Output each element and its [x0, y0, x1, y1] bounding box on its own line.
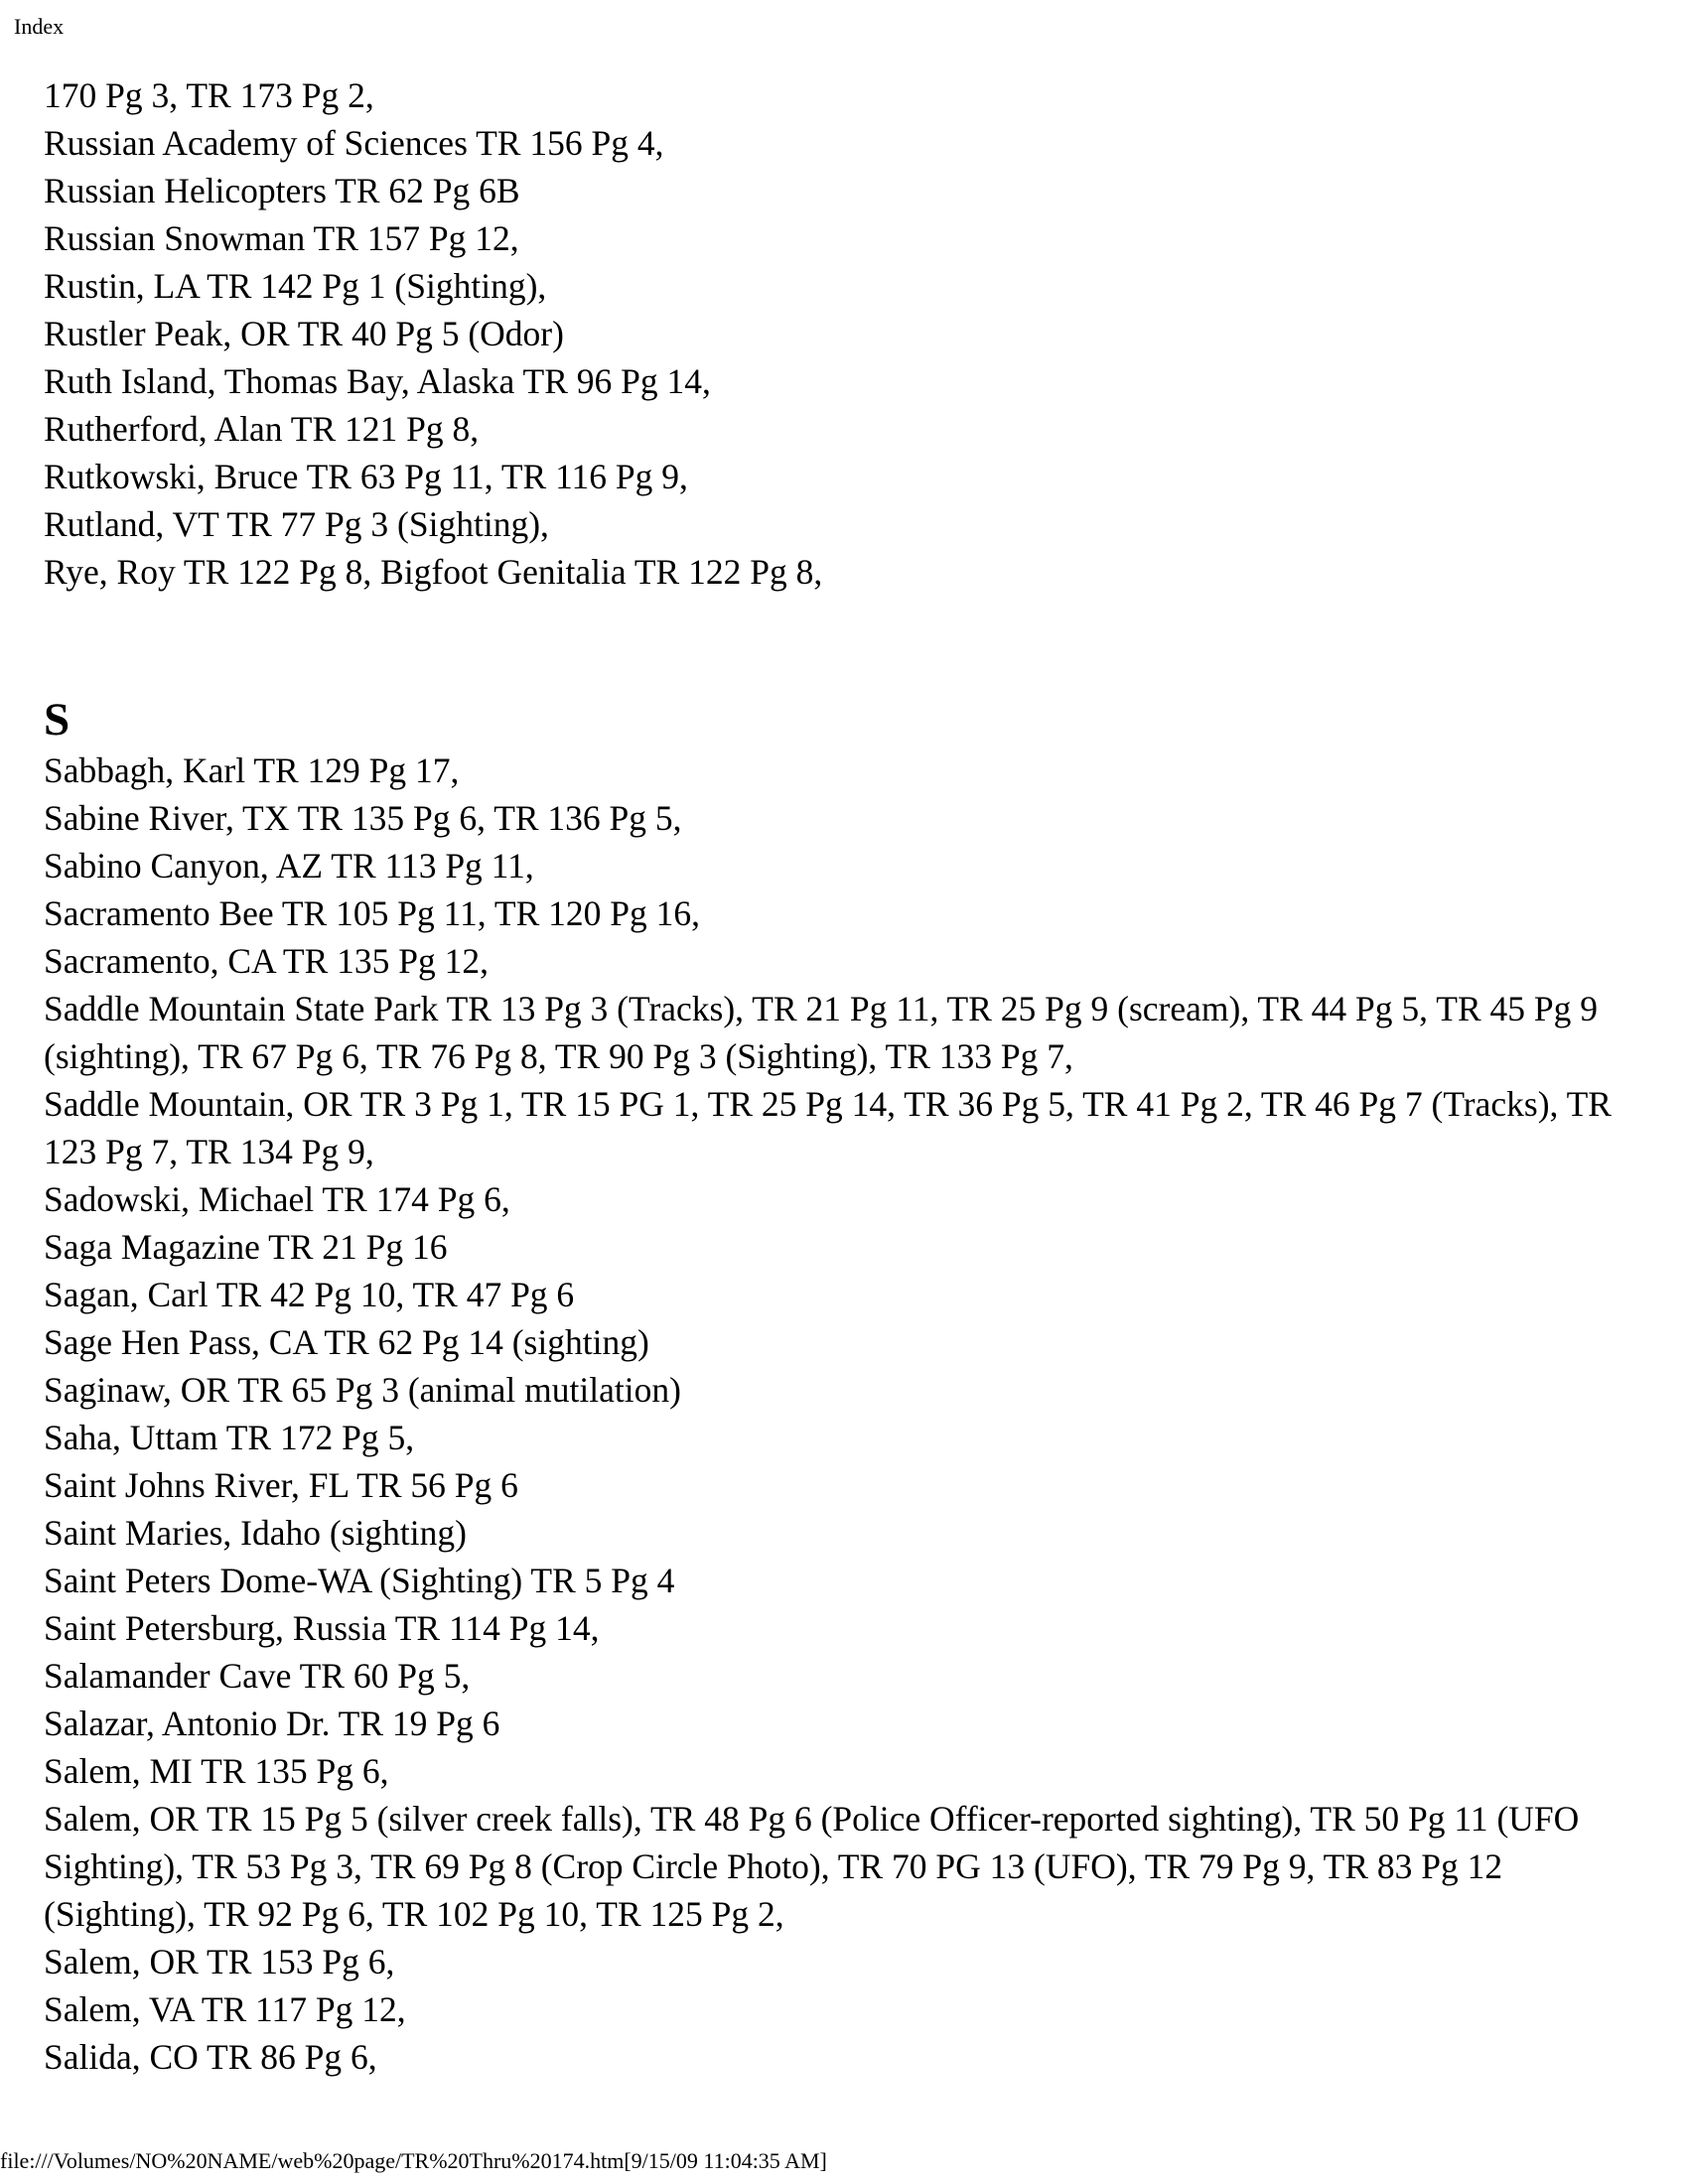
index-entry: Ruth Island, Thomas Bay, Alaska TR 96 Pg 14,	[44, 361, 711, 401]
index-entry: Saint Maries, Idaho (sighting)	[44, 1513, 467, 1553]
index-entry: Rutland, VT TR 77 Pg 3 (Sighting),	[44, 504, 549, 544]
entries-r-list	[44, 71, 1652, 596]
index-entry: Saga Magazine TR 21 Pg 16	[44, 1227, 448, 1267]
index-entry: Saint Peters Dome-WA (Sighting) TR 5 Pg 4	[44, 1561, 675, 1600]
entries-s-list	[44, 747, 1652, 2081]
index-entry: Russian Snowman TR 157 Pg 12,	[44, 218, 519, 258]
page-footer-url: file:///Volumes/NO%20NAME/web%20page/TR%20Thru%20174.htm[9/15/09 11:04:35 AM]	[0, 2148, 827, 2173]
index-entry: Saint Petersburg, Russia TR 114 Pg 14,	[44, 1608, 600, 1648]
index-entry: 170 Pg 3, TR 173 Pg 2,	[44, 75, 374, 115]
index-entry: Sadowski, Michael TR 174 Pg 6,	[44, 1179, 510, 1219]
index-entry: Salem, MI TR 135 Pg 6,	[44, 1751, 389, 1791]
section-heading-s: S	[44, 694, 70, 746]
index-entry: Rye, Roy TR 122 Pg 8, Bigfoot Genitalia TR 122 Pg 8,	[44, 552, 823, 592]
index-entry: Sabino Canyon, AZ TR 113 Pg 11,	[44, 846, 534, 886]
index-entry: Salem, OR TR 153 Pg 6,	[44, 1942, 395, 1981]
index-entry: Rustler Peak, OR TR 40 Pg 5 (Odor)	[44, 314, 564, 353]
index-entry: Sacramento Bee TR 105 Pg 11, TR 120 Pg 16,	[44, 893, 700, 933]
index-entry: Saint Johns River, FL TR 56 Pg 6	[44, 1465, 518, 1505]
index-entry: Saha, Uttam TR 172 Pg 5,	[44, 1418, 415, 1457]
index-content	[44, 71, 1652, 2081]
index-entry: Sagan, Carl TR 42 Pg 10, TR 47 Pg 6	[44, 1275, 575, 1314]
index-entry: Salida, CO TR 86 Pg 6,	[44, 2037, 377, 2077]
index-entry: Sage Hen Pass, CA TR 62 Pg 14 (sighting)	[44, 1322, 649, 1362]
index-entry: Saddle Mountain, OR TR 3 Pg 1, TR 15 PG 1, TR 25 Pg 14, TR 36 Pg 5, TR 41 Pg 2, TR 46 Pg 7 (Tracks), TR 123 Pg 7, TR 134 Pg 9,	[44, 1084, 1612, 1171]
section-gap	[44, 596, 1652, 691]
index-entry: Salem, VA TR 117 Pg 12,	[44, 1989, 406, 2029]
index-entry: Rustin, LA TR 142 Pg 1 (Sighting),	[44, 266, 547, 306]
index-entry: Rutkowski, Bruce TR 63 Pg 11, TR 116 Pg 9,	[44, 457, 688, 496]
index-entry: Saginaw, OR TR 65 Pg 3 (animal mutilation)	[44, 1370, 681, 1410]
index-entry: Sacramento, CA TR 135 Pg 12,	[44, 941, 490, 981]
index-entry: Rutherford, Alan TR 121 Pg 8,	[44, 409, 480, 449]
index-entry: Salamander Cave TR 60 Pg 5,	[44, 1656, 471, 1696]
index-entry: Russian Academy of Sciences TR 156 Pg 4,	[44, 123, 664, 163]
index-entry: Sabbagh, Karl TR 129 Pg 17,	[44, 751, 460, 790]
index-entry: Russian Helicopters TR 62 Pg 6B	[44, 171, 520, 210]
index-entry: Sabine River, TX TR 135 Pg 6, TR 136 Pg 5,	[44, 798, 682, 838]
index-entry: Saddle Mountain State Park TR 13 Pg 3 (Tracks), TR 21 Pg 11, TR 25 Pg 9 (scream), TR 44 Pg 5, TR 45 Pg 9 (sighting), TR 67 Pg 6, TR 76 Pg 8, TR 90 Pg 3 (Sighting), TR 133 Pg 7,	[44, 989, 1598, 1076]
index-entry: Salem, OR TR 15 Pg 5 (silver creek falls), TR 48 Pg 6 (Police Officer-reported sighting), TR 50 Pg 11 (UFO Sighting), TR 53 Pg 3, TR 69 Pg 8 (Crop Circle Photo), TR 70 PG 13 (UFO), TR 79 Pg 9, TR 83 Pg 12 (Sighting), TR 92 Pg 6, TR 102 Pg 10, TR 125 Pg 2,	[44, 1799, 1580, 1934]
page-header-title: Index	[14, 14, 65, 39]
index-entry: Salazar, Antonio Dr. TR 19 Pg 6	[44, 1704, 500, 1743]
